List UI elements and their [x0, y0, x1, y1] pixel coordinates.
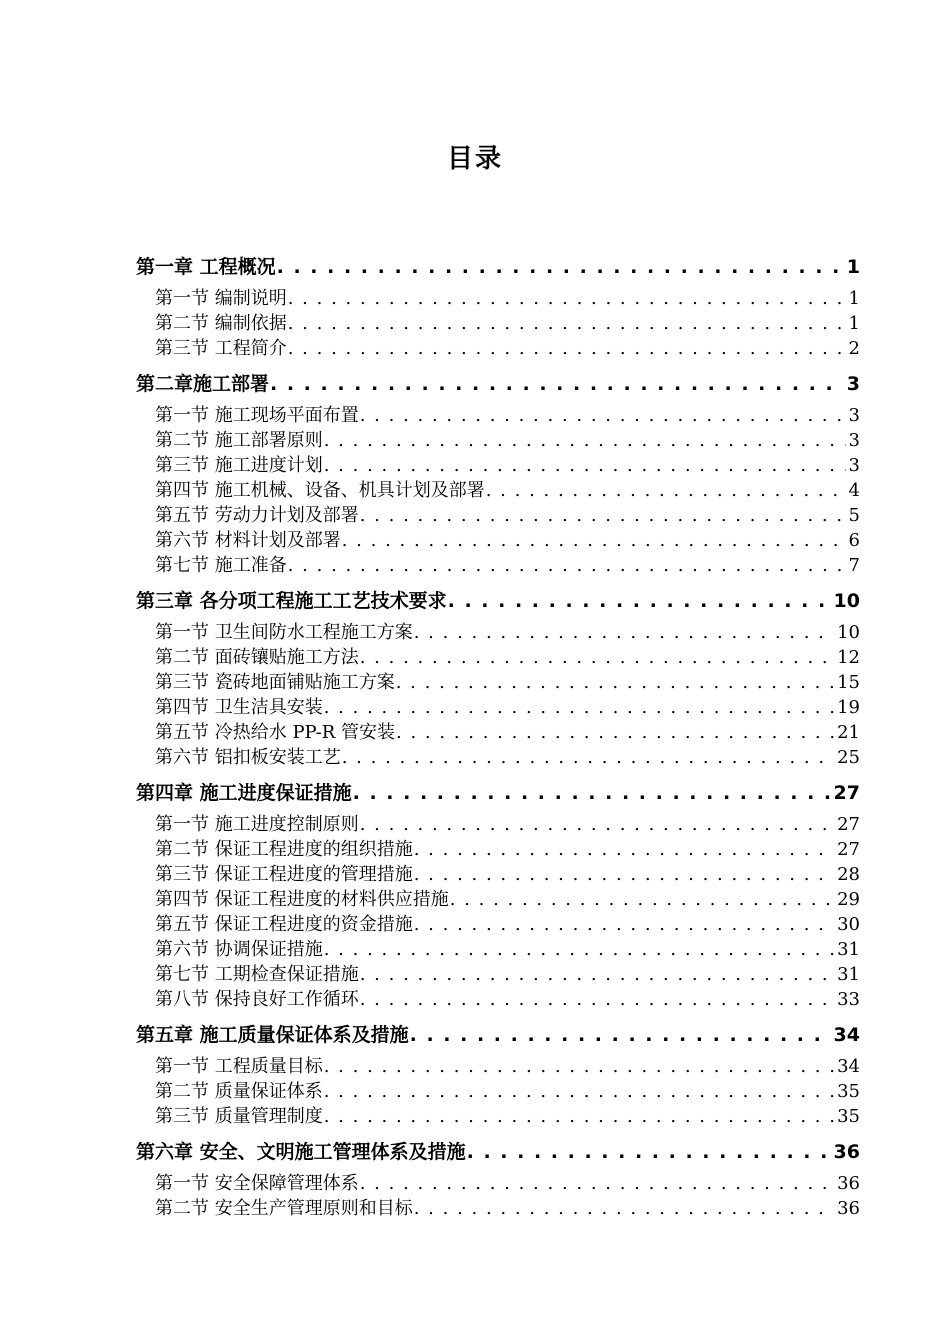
toc-section-entry-page-number: 3 [848, 405, 860, 426]
toc-section-entry-label: 第一节 安全保障管理体系 [155, 1173, 359, 1194]
toc-section-entry-page-number: 1 [848, 313, 860, 334]
dot-leader [467, 1141, 831, 1163]
dot-leader [396, 672, 834, 693]
dot-leader [277, 256, 844, 278]
toc-chapter-entry-label: 第五章 施工质量保证体系及措施 [136, 1024, 409, 1046]
dot-leader [414, 914, 834, 935]
toc-section-entry[interactable] [136, 451, 860, 476]
toc-section-entry-page-number: 27 [837, 814, 860, 835]
toc-section-entry[interactable] [136, 910, 860, 935]
toc-section-entry-label: 第三节 瓷砖地面铺贴施工方案 [155, 672, 395, 693]
dot-leader [288, 555, 846, 576]
toc-section-entry[interactable] [136, 885, 860, 910]
toc-section-entry[interactable] [136, 1194, 860, 1219]
toc-section-entry[interactable] [136, 810, 860, 835]
dot-leader [270, 373, 844, 395]
dot-leader [414, 864, 834, 885]
toc-section-entry[interactable] [136, 693, 860, 718]
toc-section-entry[interactable] [136, 309, 860, 334]
toc-section-entry-label: 第一节 编制说明 [155, 288, 287, 309]
toc-section-entry-label: 第四节 卫生洁具安装 [155, 697, 323, 718]
dot-leader [288, 313, 846, 334]
toc-section-entry-page-number: 3 [848, 430, 860, 451]
toc-section-entry-page-number: 36 [837, 1198, 860, 1219]
toc-chapter-entry[interactable] [136, 252, 860, 278]
toc-section-entry-label: 第六节 材料计划及部署 [155, 530, 341, 551]
toc-section-entry-label: 第七节 工期检查保证措施 [155, 964, 359, 985]
toc-section-entry-label: 第二节 保证工程进度的组织措施 [155, 839, 413, 860]
toc-section-entry-label: 第六节 协调保证措施 [155, 939, 323, 960]
toc-section-entry-page-number: 30 [837, 914, 860, 935]
toc-section-entry-page-number: 29 [837, 889, 860, 910]
toc-section-entry-label: 第一节 卫生间防水工程施工方案 [155, 622, 413, 643]
dot-leader [324, 939, 834, 960]
toc-chapter-entry-label: 第六章 安全、文明施工管理体系及措施 [136, 1141, 466, 1163]
toc-section-entry-page-number: 1 [848, 288, 860, 309]
toc-chapter-entry-page-number: 3 [846, 373, 860, 395]
toc-section-entry[interactable] [136, 643, 860, 668]
toc-section-entry-page-number: 4 [848, 480, 860, 501]
dot-leader [324, 430, 846, 451]
dot-leader [360, 964, 834, 985]
toc-chapter-entry-page-number: 36 [833, 1141, 860, 1163]
toc-section-entry[interactable] [136, 1052, 860, 1077]
toc-chapter-entry-page-number: 10 [833, 590, 860, 612]
toc-section-entry[interactable] [136, 618, 860, 643]
toc-section-entry[interactable] [136, 501, 860, 526]
toc-section-entry-label: 第二节 编制依据 [155, 313, 287, 334]
toc-section-entry[interactable] [136, 935, 860, 960]
toc-section-entry-label: 第七节 施工准备 [155, 555, 287, 576]
dot-leader [410, 1024, 831, 1046]
toc-section-entry[interactable] [136, 1169, 860, 1194]
toc-section-entry-page-number: 34 [837, 1056, 860, 1077]
toc-section-entry-page-number: 36 [837, 1173, 860, 1194]
toc-section-entry-label: 第一节 施工现场平面布置 [155, 405, 359, 426]
toc-section-entry-label: 第二节 安全生产管理原则和目标 [155, 1198, 413, 1219]
toc-chapter-entry[interactable] [136, 1137, 860, 1163]
toc-chapter-entry[interactable] [136, 778, 860, 804]
toc-section-entry[interactable] [136, 401, 860, 426]
toc-chapter-entry-page-number: 27 [833, 782, 860, 804]
toc-section-entry-page-number: 35 [837, 1081, 860, 1102]
toc-section-entry-page-number: 12 [837, 647, 860, 668]
dot-leader [486, 480, 846, 501]
toc-section-entry-label: 第五节 保证工程进度的资金措施 [155, 914, 413, 935]
toc-section-entry-label: 第五节 劳动力计划及部署 [155, 505, 359, 526]
toc-section-entry-label: 第三节 保证工程进度的管理措施 [155, 864, 413, 885]
toc-section-entry-page-number: 7 [848, 555, 860, 576]
toc-section-entry[interactable] [136, 985, 860, 1010]
dot-leader [342, 530, 846, 551]
toc-section-entry[interactable] [136, 743, 860, 768]
toc-section-entry-page-number: 19 [837, 697, 860, 718]
toc-section-entry-page-number: 35 [837, 1106, 860, 1127]
toc-section-entry-page-number: 28 [837, 864, 860, 885]
toc-section-entry-page-number: 21 [837, 722, 860, 743]
toc-section-entry-page-number: 2 [848, 338, 860, 359]
toc-section-entry-label: 第三节 质量管理制度 [155, 1106, 323, 1127]
dot-leader [288, 338, 846, 359]
toc-chapter-entry-page-number: 34 [833, 1024, 860, 1046]
toc-section-entry-label: 第四节 保证工程进度的材料供应措施 [155, 889, 449, 910]
toc-section-entry-label: 第二节 质量保证体系 [155, 1081, 323, 1102]
dot-leader [448, 590, 831, 612]
toc-chapter-entry-label: 第一章 工程概况 [136, 256, 276, 278]
toc-section-entry-label: 第五节 冷热给水 PP-R 管安装 [155, 722, 396, 743]
toc-section-entry-page-number: 25 [837, 747, 860, 768]
toc-section-entry-page-number: 3 [848, 455, 860, 476]
toc-section-entry-label: 第四节 施工机械、设备、机具计划及部署 [155, 480, 485, 501]
dot-leader [396, 722, 834, 743]
dot-leader [360, 989, 834, 1010]
toc-section-entry-page-number: 6 [848, 530, 860, 551]
toc-section-entry-label: 第二节 面砖镶贴施工方法 [155, 647, 359, 668]
dot-leader [353, 782, 831, 804]
table-of-contents [136, 252, 860, 1219]
dot-leader [324, 1056, 834, 1077]
toc-section-entry-label: 第一节 施工进度控制原则 [155, 814, 359, 835]
toc-section-entry[interactable] [136, 668, 860, 693]
toc-section-entry[interactable] [136, 426, 860, 451]
toc-section-entry[interactable] [136, 526, 860, 551]
toc-section-entry-page-number: 27 [837, 839, 860, 860]
dot-leader [360, 814, 834, 835]
toc-section-entry[interactable] [136, 960, 860, 985]
toc-section-entry[interactable] [136, 860, 860, 885]
toc-section-entry[interactable] [136, 1102, 860, 1127]
dot-leader [414, 622, 834, 643]
toc-section-entry-label: 第六节 铝扣板安装工艺 [155, 747, 341, 768]
dot-leader [360, 505, 846, 526]
toc-section-entry[interactable] [136, 476, 860, 501]
toc-section-entry-page-number: 5 [848, 505, 860, 526]
toc-section-entry-page-number: 31 [837, 939, 860, 960]
dot-leader [360, 405, 846, 426]
dot-leader [288, 288, 846, 309]
toc-section-entry-label: 第一节 工程质量目标 [155, 1056, 323, 1077]
toc-chapter-entry-label: 第四章 施工进度保证措施 [136, 782, 352, 804]
dot-leader [450, 889, 834, 910]
dot-leader [324, 1106, 834, 1127]
toc-section-entry-label: 第三节 工程简介 [155, 338, 287, 359]
page-title: 目录 [446, 144, 503, 174]
dot-leader [324, 1081, 834, 1102]
toc-section-entry-page-number: 33 [837, 989, 860, 1010]
toc-chapter-entry-label: 第三章 各分项工程施工工艺技术要求 [136, 590, 447, 612]
toc-section-entry-label: 第二节 施工部署原则 [155, 430, 323, 451]
dot-leader [324, 455, 846, 476]
toc-section-entry[interactable] [136, 284, 860, 309]
dot-leader [360, 647, 834, 668]
toc-section-entry-page-number: 15 [837, 672, 860, 693]
toc-section-entry[interactable] [136, 334, 860, 359]
dot-leader [414, 1198, 834, 1219]
toc-section-entry-page-number: 10 [837, 622, 860, 643]
dot-leader [342, 747, 834, 768]
toc-chapter-entry-page-number: 1 [846, 256, 860, 278]
toc-section-entry-page-number: 31 [837, 964, 860, 985]
toc-chapter-entry-label: 第二章施工部署 [136, 373, 270, 395]
toc-chapter-entry[interactable] [136, 369, 860, 395]
toc-section-entry-label: 第三节 施工进度计划 [155, 455, 323, 476]
toc-chapter-entry[interactable] [136, 1020, 860, 1046]
dot-leader [324, 697, 834, 718]
toc-section-entry[interactable] [136, 1077, 860, 1102]
toc-section-entry[interactable] [136, 835, 860, 860]
dot-leader [414, 839, 834, 860]
toc-section-entry[interactable] [136, 551, 860, 576]
toc-chapter-entry[interactable] [136, 586, 860, 612]
toc-section-entry-label: 第八节 保持良好工作循环 [155, 989, 359, 1010]
dot-leader [360, 1173, 834, 1194]
toc-section-entry[interactable] [136, 718, 860, 743]
